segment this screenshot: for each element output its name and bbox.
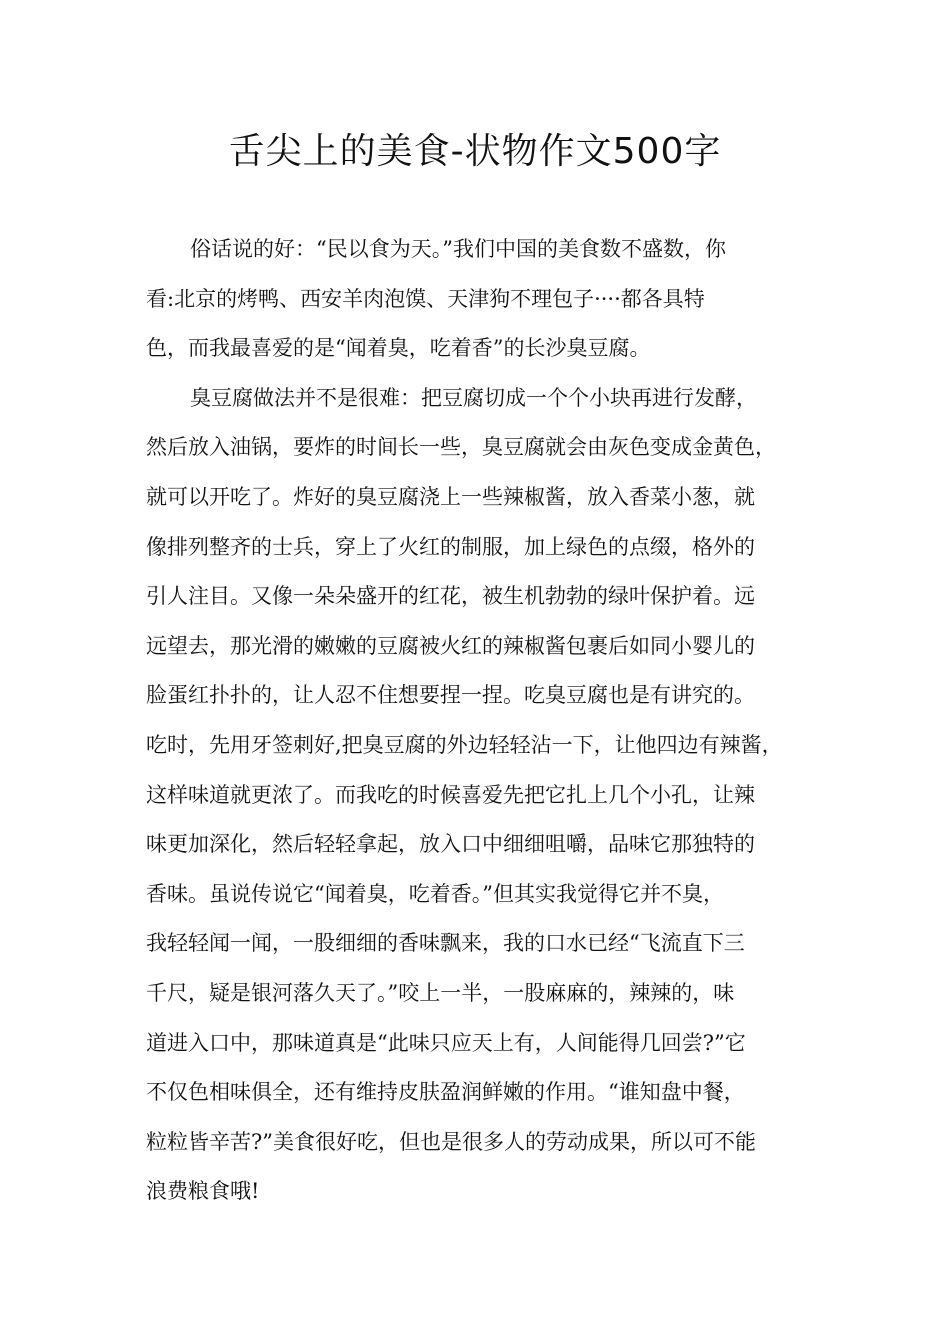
text-line: 不仅色相味俱全，还有维持皮肤盈润鲜嫩的作用。“谁知盘中餐， <box>146 1080 745 1105</box>
text-line: 引人注目。又像一朵朵盛开的红花，被生机勃勃的绿叶保护着。远 <box>146 584 755 609</box>
text-line: 香味。虽说传说它“闻着臭，吃着香。”但其实我觉得它并不臭， <box>146 881 724 906</box>
text-line: 浪费粮食哦! <box>146 1179 260 1204</box>
text-line: 然后放入油锅，要炸的时间长一些，臭豆腐就会由灰色变成金黄色， <box>146 435 776 460</box>
text-line: 色，而我最喜爱的是“闻着臭，吃着香”的长沙臭豆腐。 <box>146 336 651 361</box>
text-line: 这样味道就更浓了。而我吃的时候喜爱先把它扎上几个小孔，让辣 <box>146 782 755 807</box>
text-line: 就可以开吃了。炸好的臭豆腐浇上一些辣椒酱，放入香菜小葱，就 <box>146 484 755 509</box>
text-line: 臭豆腐做法并不是很难：把豆腐切成一个个小块再进行发酵， <box>190 385 757 410</box>
text-line: 远望去，那光滑的嫩嫩的豆腐被火红的辣椒酱包裹后如同小婴儿的 <box>146 633 755 658</box>
text-line: 看:北京的烤鸭、西安羊肉泡馍、天津狗不理包子····都各具特 <box>146 286 705 311</box>
essay-body <box>146 225 826 1217</box>
text-line: 吃时，先用牙签刺好,把臭豆腐的外边轻轻沾一下，让他四边有辣酱， <box>146 732 783 757</box>
text-line: 味更加深化，然后轻轻拿起，放入口中细细咀嚼，品味它那独特的 <box>146 832 755 857</box>
text-line: 道进入口中，那味道真是“此味只应天上有，人间能得几回尝?”它 <box>146 1030 746 1055</box>
text-line: 脸蛋红扑扑的，让人忍不住想要捏一捏。吃臭豆腐也是有讲究的。 <box>146 683 755 708</box>
text-line: 我轻轻闻一闻，一股细细的香味飘来，我的口水已经“飞流直下三 <box>146 931 745 956</box>
text-line: 像排列整齐的士兵，穿上了火红的制服，加上绿色的点缀，格外的 <box>146 534 755 559</box>
text-line: 粒粒皆辛苦?”美食很好吃，但也是很多人的劳动成果，所以可不能 <box>146 1129 756 1154</box>
text-line: 俗话说的好：“民以食为天。”我们中国的美食数不盛数，你 <box>190 237 726 261</box>
document-title: 舌尖上的美食-状物作文500字 <box>228 131 722 172</box>
text-line: 千尺，疑是银河落久天了。”咬上一半，一股麻麻的，辣辣的，味 <box>146 980 735 1005</box>
